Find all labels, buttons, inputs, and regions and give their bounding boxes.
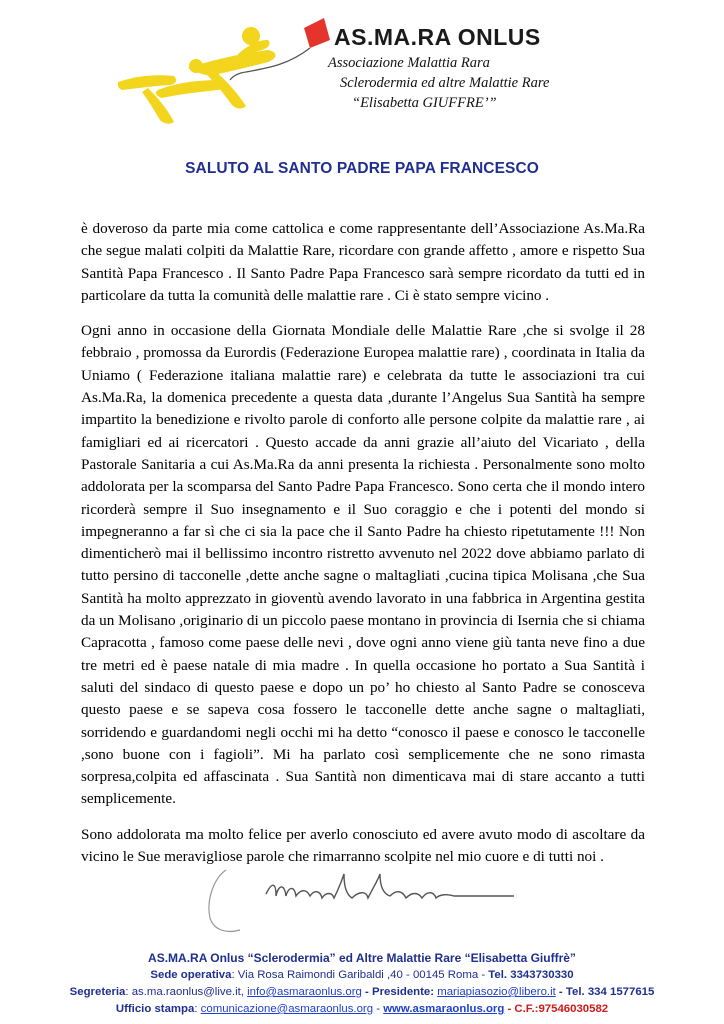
footer-press-line	[0, 1001, 724, 1018]
sede-label: Sede operativa	[150, 969, 232, 981]
figures-icon	[118, 27, 276, 124]
org-subtitle-1: Associazione Malattia Rara	[328, 55, 490, 71]
footer-contacts-line	[0, 984, 724, 1001]
presidente-label: - Presidente:	[361, 986, 438, 998]
letterhead	[118, 10, 596, 128]
tax-code: - C.F.:97546030582	[504, 1003, 609, 1015]
org-name: AS.MA.RA ONLUS	[334, 24, 541, 50]
org-subtitle-3: “Elisabetta GIUFFRE’”	[352, 95, 497, 111]
paragraph-2: Ogni anno in occasione della Giornata Mondiale delle Malattie Rare ,che si svolge il 28 febbraio , promossa da Eurordis (Federazione Europea malattie rare) , coordinata in Italia da Uniamo ( Federazione italiana malattie rare) e celebrata da tutte le associazioni tra cui As.Ma.Ra, la domenica precedente a questa data ,durante l’Angelus Sua Santità ha sempre impartito la benedizione e rivolto parole di conforto alle persone colpite da malattie rare , ai famigliari ed ai ricercatori . Questo accade da anni grazie all’aiuto del Vicariato , della Pastorale Sanitaria a cui As.Ma.Ra da anni presenta la richiesta . Personalmente sono molto addolorata per la scomparsa del Santo Padre Papa Francesco. Sono certa che il mondo intero ricorderà sempre il Suo insegnamento e il Suo coraggio e che i potenti del mondo si impegneranno a far sì che ci sia la pace che il Santo Padre ha chiesto ripetutamente !!! Non dimenticherò mai il bellissimo incontro ristretto avvenuto nel 2022 dove abbiamo parlato di tutto persino di tacconelle ,dette anche sagne o maltagliati ,cucina tipica Molisana ,che Sua Santità ha molto apprezzato in gioventù avendo lavorato in una fabbrica in Argentina gestita da un Molisano ,originario di un piccolo paese montano in provincia di Isernia che si chiama Capracotta , famoso come paese delle nevi , dove ogni anno viene giù tanta neve fino a due tre metri ed è paese natale di mia madre . In quella occasione ho portato a Sua Santità i saluti del sindaco di questo paese e dopo un po’ ho chiesto al Santo Padre se conosceva questo paese e se sapeva cosa fossero le tacconelle dette anche sagne o maltagliati, sorridendo e guardandomi negli occhi mi ha detto “conosco il paese e conosco le tacconelle ,sono buone con i fagioli”. Mi ha parlato così semplicemente che ne sono rimasta sorpresa,colpita ed affascinata . Sua Santità non dimenticava mai di stare accanto a tutti semplicemente.	[81, 322, 645, 808]
paragraph-3: Sono addolorata ma molto felice per averlo conosciuto ed avere avuto modo di ascoltare da vicino le Sue meravigliose parole che rimarranno scolpite nel mio cuore e di tutti noi .	[81, 825, 645, 866]
ufficio-label: Ufficio stampa	[115, 1003, 195, 1015]
footer-sede-line	[0, 967, 724, 984]
letter-body	[81, 218, 645, 881]
sede-address: : Via Rosa Raimondi Garibaldi ,40 - 00145 Roma -	[231, 969, 489, 981]
footer	[0, 950, 724, 1018]
org-subtitle-2: Sclerodermia ed altre Malattie Rare	[340, 75, 550, 91]
footer-org-line: AS.MA.RA Onlus “Sclerodermia” ed Altre Malattie Rare “Elisabetta Giuffrè”	[148, 951, 576, 965]
ufficio-email-link[interactable]: comunicazione@asmaraonlus.org	[200, 1003, 374, 1015]
kite-icon	[304, 18, 330, 48]
segreteria-email-1: : as.ma.raonlus@live.it,	[125, 986, 248, 998]
presidente-email-link[interactable]: mariapiasozio@libero.it	[437, 986, 556, 998]
ufficio-sep: :	[194, 1003, 201, 1015]
sede-phone: Tel. 3343730330	[488, 969, 574, 981]
segreteria-email-link[interactable]: info@asmaraonlus.org	[247, 986, 362, 998]
segreteria-label: Segreteria	[69, 986, 126, 998]
website-link[interactable]: www.asmaraonlus.org	[383, 1003, 505, 1015]
paragraph-1: è doveroso da parte mia come cattolica e come rappresentante dell’Associazione As.Ma.Ra che segue malati colpiti da Malattie Rare, ricordare con grande affetto , amore e rispetto Sua Santità Papa Francesco . Il Santo Padre Papa Francesco sarà sempre ricordato da tutti ed in particolare da tutta la comunità delle malattie rare . Ci è stato sempre vicino .	[81, 220, 645, 304]
signature-image	[196, 860, 526, 940]
presidente-phone: - Tel. 334 1577615	[555, 986, 655, 998]
document-title: SALUTO AL SANTO PADRE PAPA FRANCESCO	[185, 160, 539, 177]
footer-separator: -	[373, 1003, 384, 1015]
